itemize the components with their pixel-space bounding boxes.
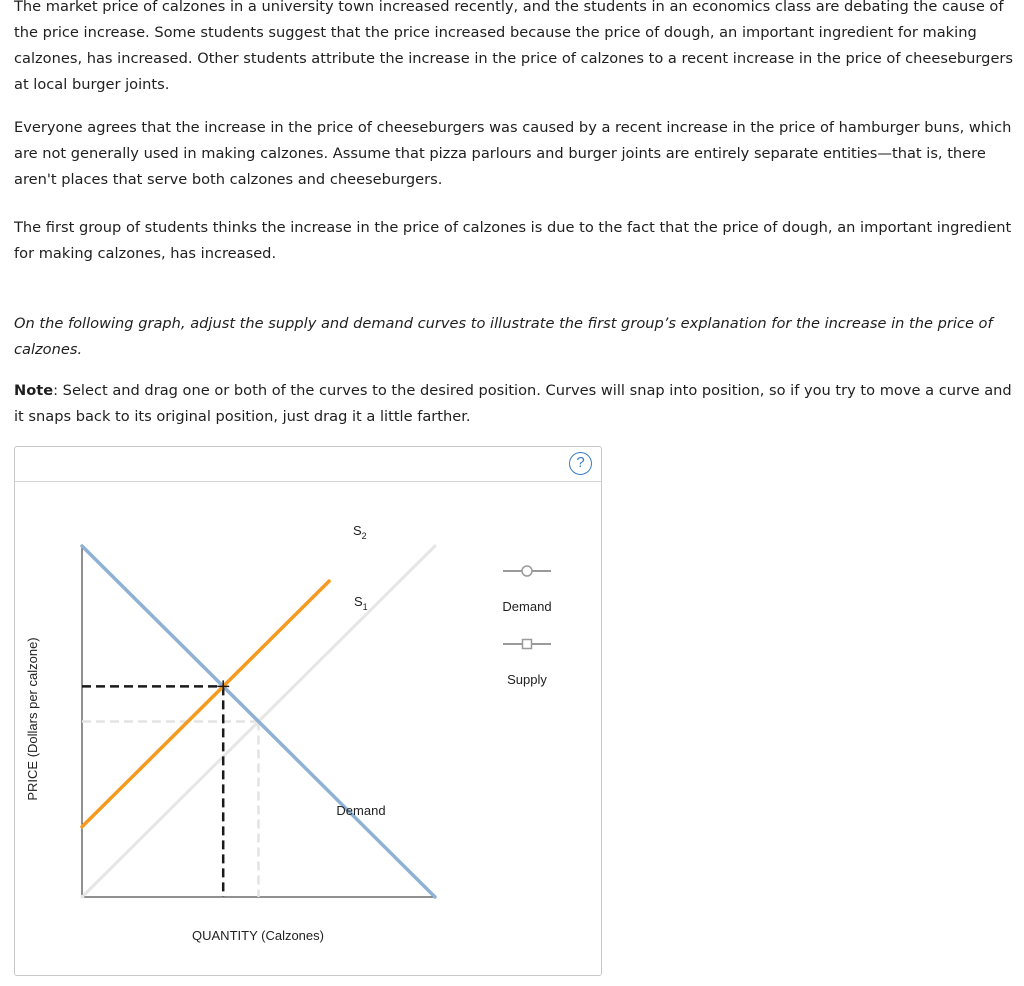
note-label: Note (14, 382, 54, 399)
demand-curve-label: Demand (336, 803, 386, 818)
note-text (14, 378, 1014, 430)
y-axis-label: PRICE (Dollars per calzone) (25, 637, 40, 801)
legend-label-demand: Demand (502, 599, 552, 614)
question-paragraph-1: The market price of calzones in a university town increased recently, and the students in an economics class are debating the cause of the price increase. Some students suggest that the price increased because the price of dough, an important ingredient for making calzones, has increased. Other students attribute the increase in the price of calzones to a recent increase in the price of cheeseburgers at local burger joints. (14, 0, 1014, 93)
legend-handle-square-icon[interactable] (523, 640, 532, 649)
legend-handle-circle-icon[interactable] (522, 566, 532, 576)
supply-shifted-label: $S_2$ (353, 523, 367, 541)
supply-curve-s2[interactable] (82, 581, 329, 827)
note-body: : Select and drag one or both of the curves to the desired position. Curves will snap into position, so if you try to move a curve and it snaps back to its original position, just drag it a little farther. (14, 382, 1012, 425)
instruction-text: On the following graph, adjust the supply and demand curves to illustrate the first group’s explanation for the increase in the price of calzones. (14, 315, 993, 358)
supply-demand-graph (15, 447, 601, 975)
supply-original-label: $S_1$ (354, 594, 368, 612)
help-icon[interactable]: ? (569, 452, 592, 475)
x-axis-label: QUANTITY (Calzones) (192, 928, 324, 943)
question-paragraph-2: Everyone agrees that the increase in the price of cheeseburgers was caused by a recent increase in the price of hamburger buns, which are not generally used in making calzones. Assume that pizza parlours and burger joints are entirely separate entities—that is, there aren't places that serve both calzones and cheeseburgers. (14, 119, 1012, 188)
question-paragraph-3: The first group of students thinks the increase in the price of calzones is due to the fact that the price of dough, an important ingredient for making calzones, has increased. (14, 219, 1012, 262)
graph-panel (14, 446, 602, 976)
legend-label-supply: Supply (507, 672, 547, 687)
